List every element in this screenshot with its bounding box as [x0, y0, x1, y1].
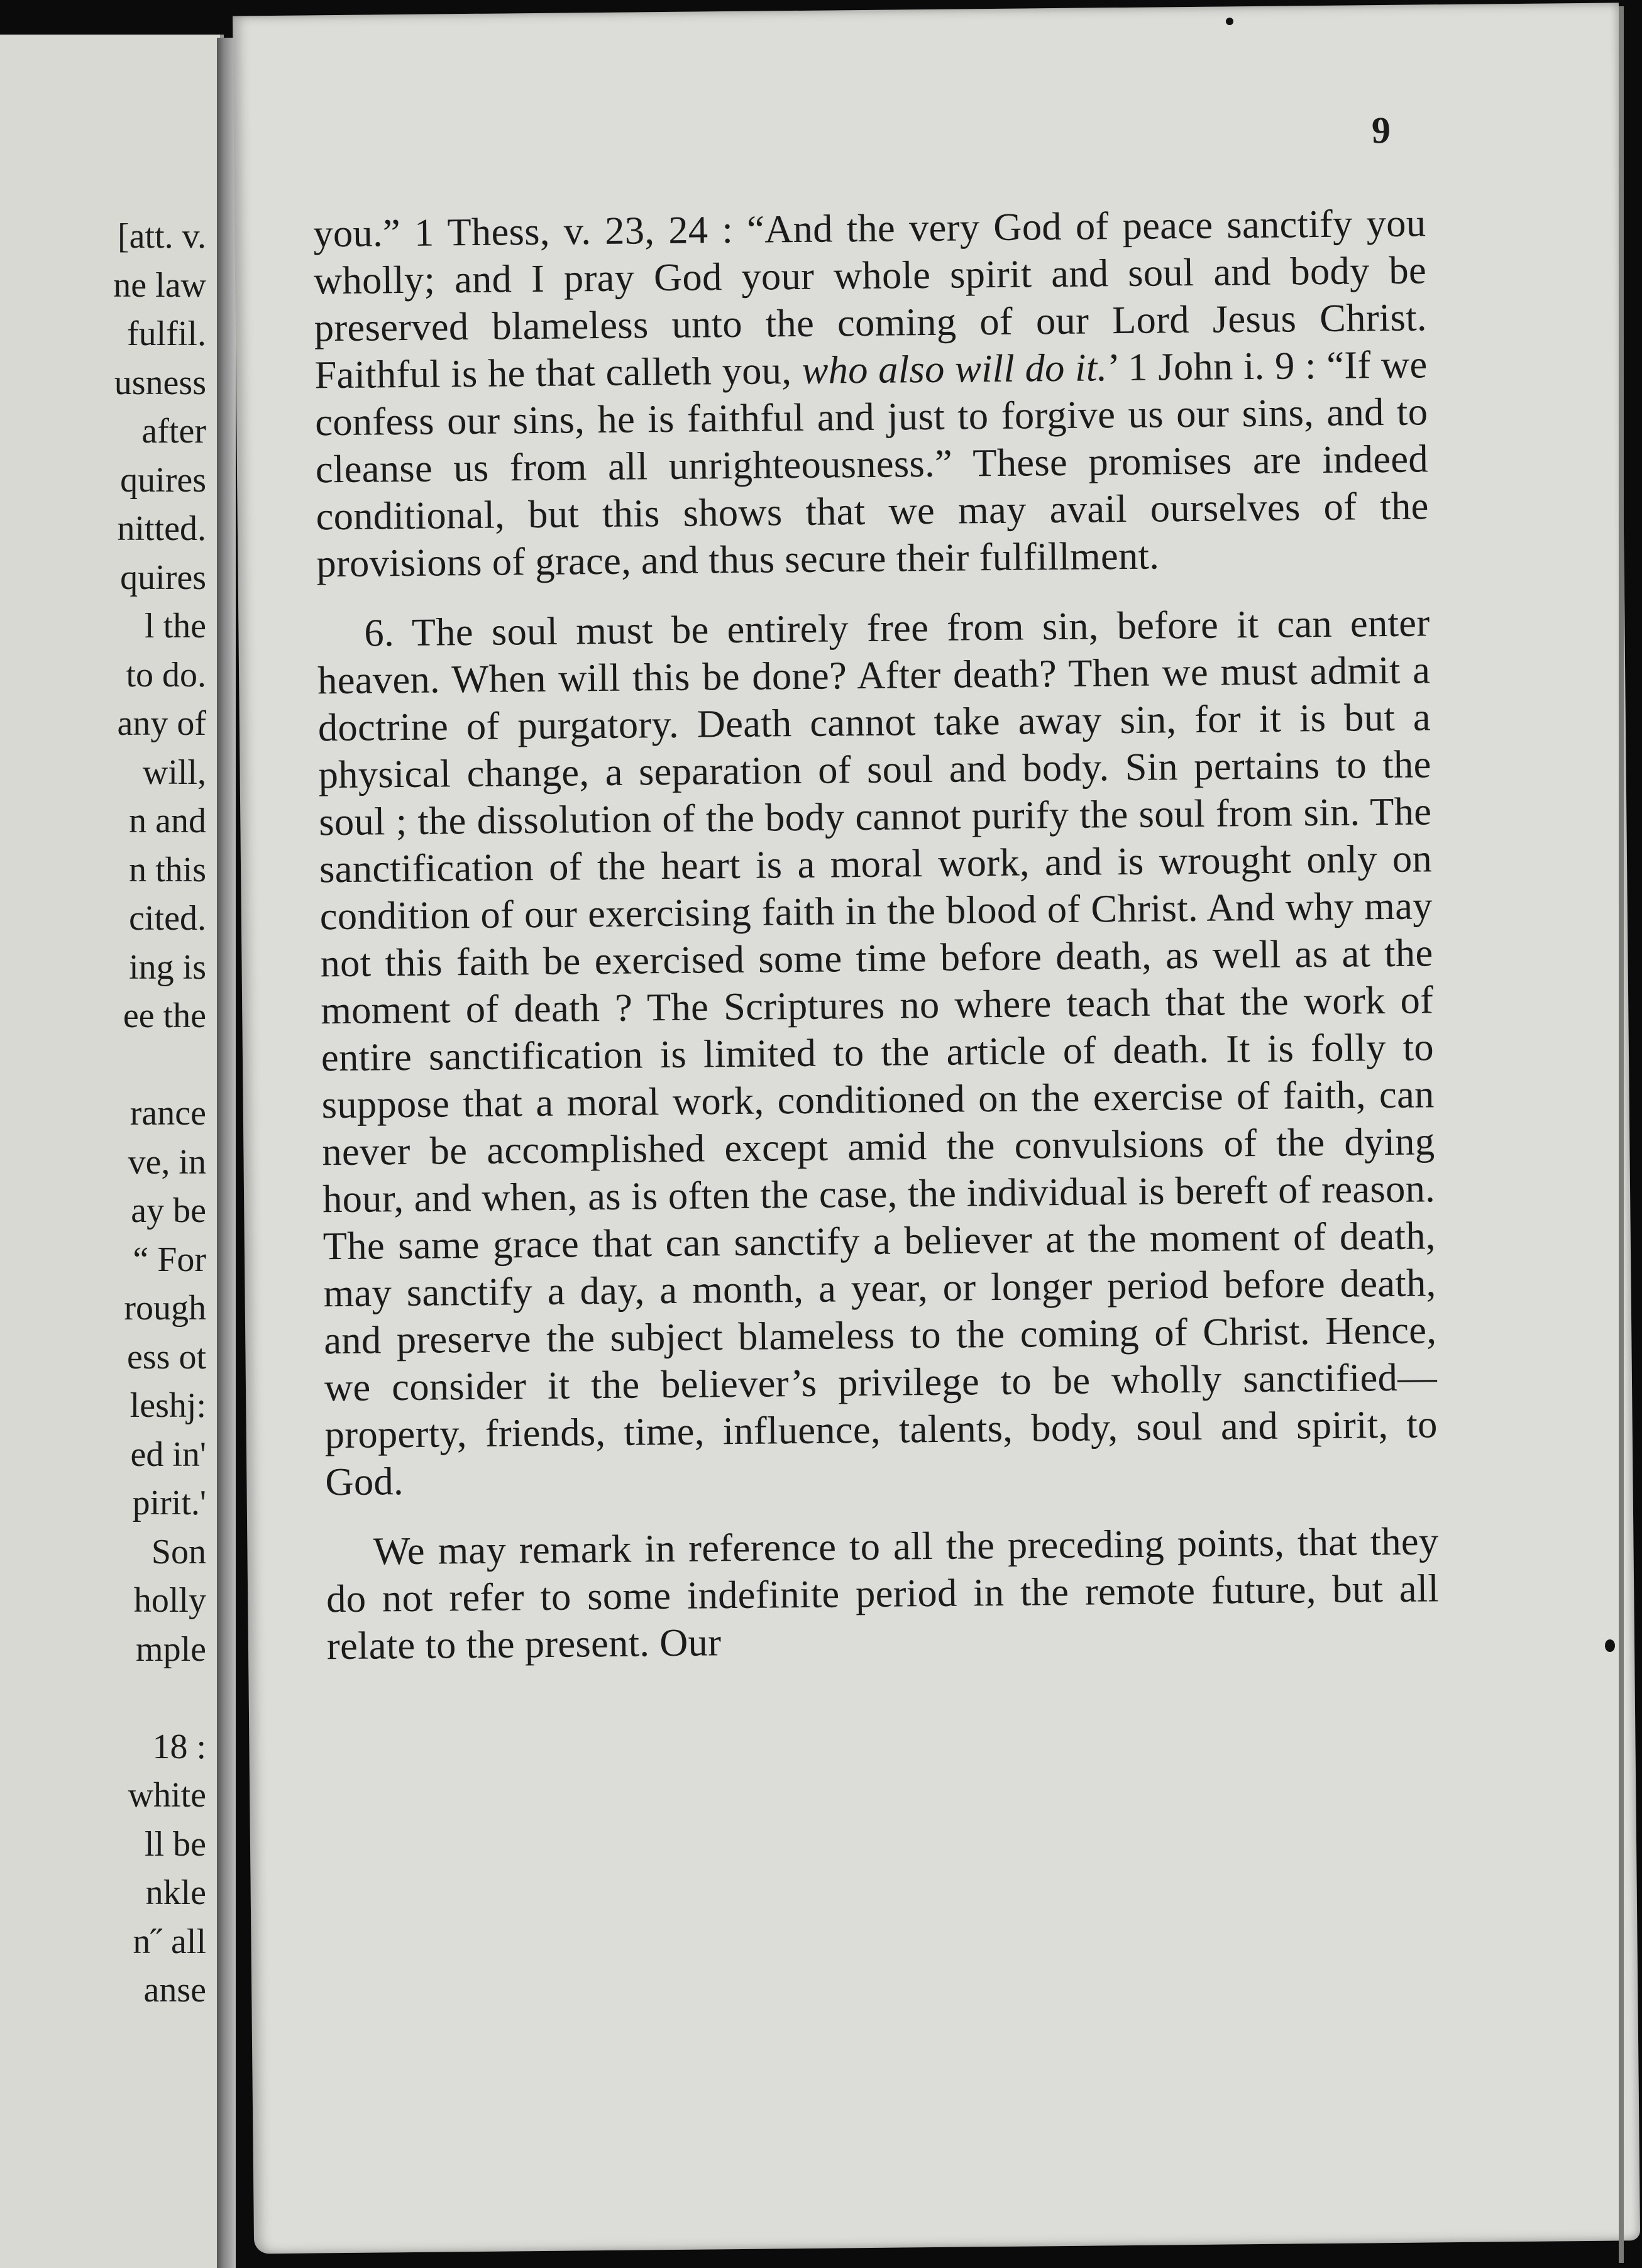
left-page-line: pirit.' [132, 1484, 206, 1522]
scan-speck [1605, 1639, 1615, 1652]
left-page [0, 35, 224, 2268]
left-page-line: n this [129, 850, 206, 889]
left-page-line: cited. [129, 899, 206, 938]
left-page-line: will, [142, 752, 206, 792]
page-number: 9 [1371, 109, 1391, 151]
left-page-line: ing is [129, 947, 206, 987]
text-run: 6. The soul must be entirely free from sin, before it can enter heaven. When will this be done? After death? Then we must admit a doctrine of purgatory. Death cannot take away sin, for it is but a physical change, a separation of soul and body. Sin pertains to the soul ; the dissolution of the body cannot purify the soul from sin. The sanctification of the heart is a moral work, and is wrought only on condition of our exercising faith in the blood of Christ. And why may not this faith be exercised some time before death, as well as at the moment of death ? The Scriptures no where teach that the work of entire sanctification is limited to the article of death. It is folly to suppose that a moral work, conditioned on the exercise of faith, can never be accomplished except amid the convulsions of the dying hour, and when, as is often the case, the individual is bereft of reason. The same grace that can sanctify a believer at the moment of death, may sanctify a day, a month, a year, or longer period before death, and preserve the subject blameless to the coming of Christ. Hence, we consider it the believer’s privilege to be wholly sanctified—property, friends, time, influence, talents, body, soul and spirit, to God. [317, 600, 1438, 1504]
left-page-line: “ For [133, 1240, 206, 1279]
left-page-line: ay be [131, 1191, 206, 1230]
page-edge [1619, 6, 1624, 2263]
right-page [233, 3, 1640, 2254]
left-page-line: rough [124, 1289, 206, 1328]
left-page-line: quires [120, 558, 206, 597]
left-page-line: ee the [123, 996, 206, 1035]
left-page-line: [att. v. [118, 217, 206, 256]
text-run: you.” 1 Thess, v. 23, 24 : “And the very God of peace sanctify you wholly; and I pray God your whole spirit and soul and body be preserved blameless unto the coming of our Lord Jesus Christ. Faithful is he that calleth you, [313, 201, 1428, 397]
left-page-line: usness [114, 363, 206, 402]
left-page-line: nitted. [117, 509, 206, 548]
left-page-line: 18 : [152, 1727, 206, 1766]
left-page-line: ed in' [130, 1434, 206, 1474]
left-page-line: nkle [145, 1873, 206, 1912]
italic-text: who also will do it. [802, 345, 1108, 392]
left-page-line: n and [129, 801, 206, 840]
left-page-line: ll be [145, 1824, 206, 1864]
paragraph [326, 1517, 1440, 1670]
left-page-line: after [141, 412, 206, 451]
left-page-line: ess ot [127, 1337, 206, 1377]
left-page-line: any of [117, 704, 206, 743]
left-page-line: Son [151, 1532, 206, 1572]
left-page-line: l the [145, 607, 206, 646]
left-page-line: to do. [126, 655, 206, 695]
text-run: ’ 1 John i. 9 : “If we confess our sins, he is faithful and just to forgive us our sins, and to cleanse us from all unrighteousness.” These promises are indeed conditional, but this shows that we may avail ourselves of the provisions of grace, and thus secure their fulfillment. [314, 342, 1429, 586]
left-page-line: rance [129, 1094, 206, 1133]
paragraph [313, 199, 1430, 587]
left-page-line: white [128, 1776, 206, 1815]
text-run: We may remark in reference to all the preceding points, that they do not refer to some indefinite period in the remote future, but all relate to the present. Our [326, 1519, 1440, 1668]
left-page-line: quires [120, 460, 206, 500]
left-page-line: leshj: [129, 1386, 206, 1425]
left-page-line: holly [133, 1581, 206, 1620]
scan-speck [1226, 18, 1233, 25]
page-gutter [217, 38, 236, 2268]
left-page-line: anse [143, 1971, 206, 2010]
left-page-line: ve, in [128, 1142, 206, 1182]
left-page-line: n˝ all [133, 1922, 206, 1961]
body-text [313, 199, 1440, 1670]
left-page-line: ne law [113, 265, 206, 305]
left-page-line: fulfil. [127, 314, 206, 353]
left-page-line: mple [136, 1629, 206, 1669]
paragraph [317, 599, 1438, 1506]
